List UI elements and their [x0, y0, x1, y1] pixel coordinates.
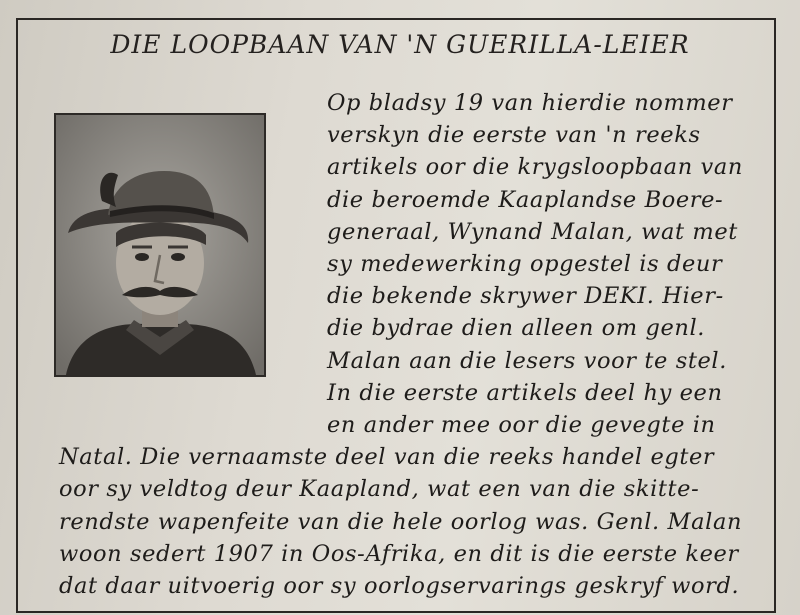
article-line-8: die bydrae dien alleen om genl.: [327, 315, 706, 342]
portrait-image: [56, 115, 264, 375]
article-line-4: die beroemde Kaaplandse Boere-: [327, 186, 724, 213]
article-line-3: artikels oor die krygsloopbaan van: [327, 154, 743, 181]
article-line-15: woon sedert 1907 in Oos-Afrika, en dit is die eerste keer: [59, 540, 739, 567]
article-line-13: oor sy veldtog deur Kaapland, wat een van die skitte-: [59, 476, 700, 503]
article-line-7: die bekende skrywer DEKI. Hier-: [327, 283, 724, 310]
article-line-14: rendste wapenfeite van die hele oorlog was. Genl. Malan: [59, 508, 743, 535]
article-line-2: verskyn die eerste van 'n reeks: [327, 122, 701, 149]
portrait-photo: [54, 113, 266, 377]
article-line-9: Malan aan die lesers voor te stel.: [327, 347, 727, 374]
article-line-5: generaal, Wynand Malan, wat met: [327, 218, 738, 245]
article-line-16: dat daar uitvoerig oor sy oorlogservarings geskryf word.: [59, 573, 740, 599]
article-line-12: Natal. Die vernaamste deel van die reeks handel egter: [59, 444, 715, 471]
article-line-10: In die eerste artikels deel hy een: [327, 379, 723, 406]
article-title: DIE LOOPBAAN VAN 'N GUERILLA-LEIER: [110, 30, 690, 59]
article-line-1: Op bladsy 19 van hierdie nommer: [327, 90, 733, 116]
article-line-11: en ander mee oor die gevegte in: [327, 412, 716, 438]
article-line-6: sy medewerking opgestel is deur: [327, 251, 723, 277]
